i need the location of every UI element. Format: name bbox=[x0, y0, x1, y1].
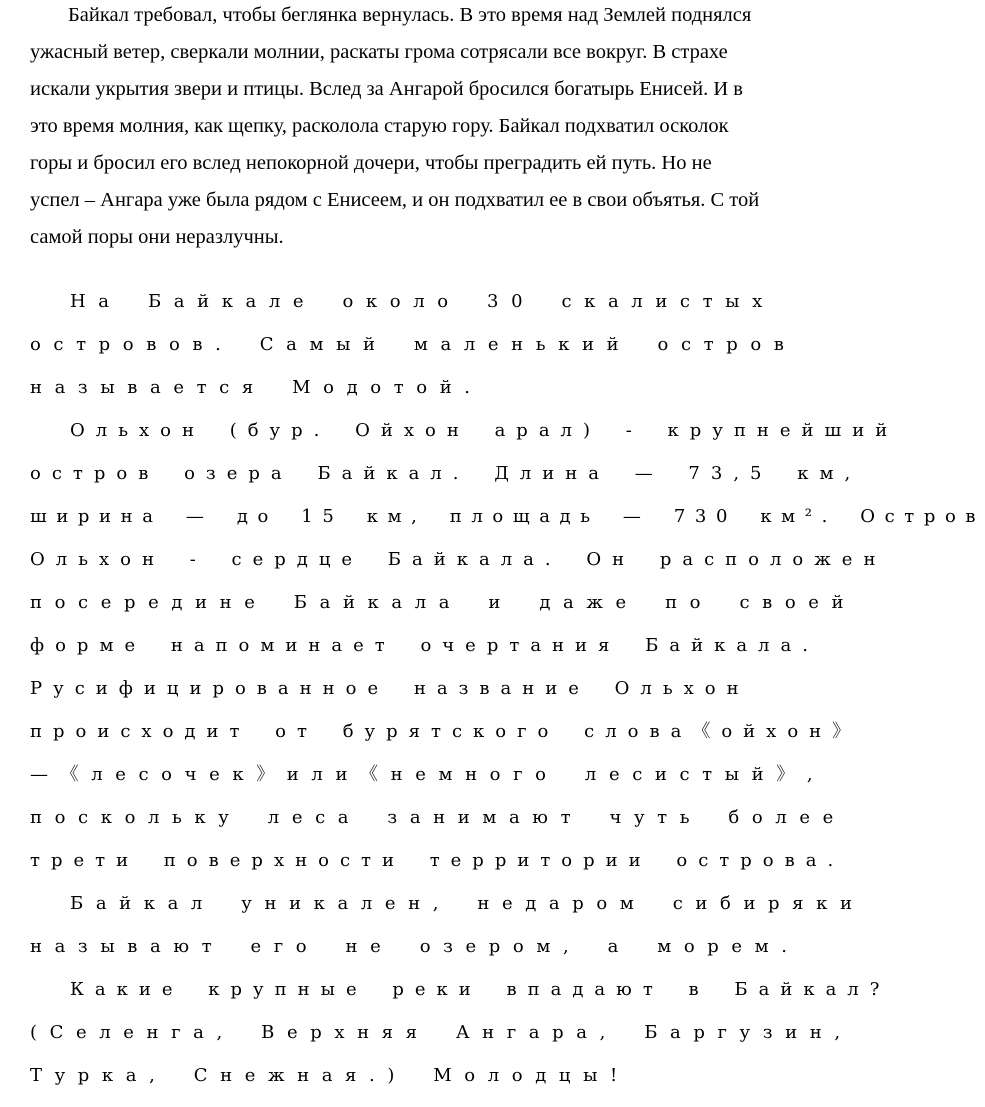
olkhon-paragraph-line: Ольхон (бур. Ойхон арал) - крупнейший bbox=[70, 420, 899, 441]
islands-paragraph-line: На Байкале около 30 скалистых bbox=[70, 291, 775, 312]
text-line: искали укрытия звери и птицы. Вслед за Ангарой бросился богатырь Енисей. И в bbox=[30, 78, 743, 100]
olkhon-paragraph-line: форме напоминает очертания Байкала. bbox=[30, 635, 819, 656]
rivers-answer-line: Турка, Снежная.) Молодцы! bbox=[30, 1065, 630, 1086]
text-line: горы и бросил его вслед непокорной дочери, чтобы преградить ей путь. Но не bbox=[30, 152, 712, 174]
olkhon-paragraph-line: Ольхон - сердце Байкала. Он расположен bbox=[30, 549, 887, 570]
olkhon-paragraph-line: Русифицированное название Ольхон bbox=[30, 678, 750, 699]
legend-paragraph bbox=[30, 0, 820, 256]
text-line: самой поры они неразлучны. bbox=[30, 226, 284, 248]
olkhon-paragraph-line: поскольку леса занимают чуть более bbox=[30, 807, 846, 828]
rivers-answer-line: (Селенга, Верхняя Ангара, Баргузин, bbox=[30, 1022, 853, 1043]
text-line: это время молния, как щепку, расколола старую гору. Байкал подхватил осколок bbox=[30, 115, 729, 137]
olkhon-paragraph-line: —《лесочек》или《немного лесистый》, bbox=[30, 764, 826, 785]
olkhon-paragraph-line: происходит от бурятского слова《ойхон》 bbox=[30, 721, 862, 742]
text-line: успел – Ангара уже была рядом с Енисеем, и он подхватил ее в свои объятья. С той bbox=[30, 189, 760, 211]
rivers-question-line: Какие крупные реки впадают в Байкал? bbox=[70, 979, 891, 1000]
olkhon-paragraph-line: посередине Байкала и даже по своей bbox=[30, 592, 857, 613]
islands-paragraph-line: называется Модотой. bbox=[30, 377, 483, 398]
islands-paragraph-line: островов. Самый маленький остров bbox=[30, 334, 797, 355]
olkhon-paragraph-line: остров озера Байкал. Длина — 73,5 км, bbox=[30, 463, 862, 484]
olkhon-paragraph-line: ширина — до 15 км, площадь — 730 км². Остров bbox=[30, 506, 985, 527]
baikal-sea-paragraph-line: Байкал уникален, недаром сибиряки bbox=[70, 893, 865, 914]
baikal-sea-paragraph-line: называют его не озером, а морем. bbox=[30, 936, 800, 957]
olkhon-paragraph-line: трети поверхности территории острова. bbox=[30, 850, 845, 871]
text-line: ужасный ветер, сверкали молнии, раскаты грома сотрясали все вокруг. В страхе bbox=[30, 41, 728, 63]
text-line: Байкал требовал, чтобы беглянка вернулась. В это время над Землей поднялся bbox=[68, 4, 752, 26]
